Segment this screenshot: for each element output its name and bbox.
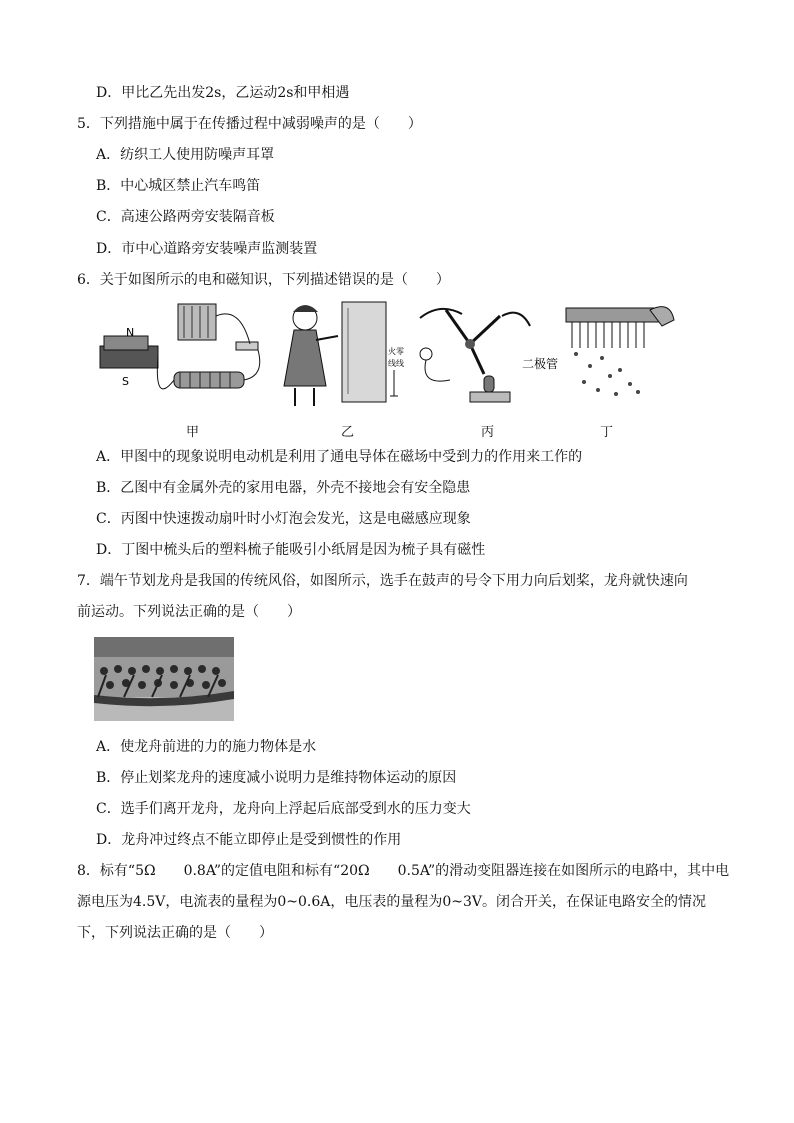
- q8-stem-line2: 源电压为4.5V，电流表的量程为0~0.6A，电压表的量程为0~3V。闭合开关，在保证电路安全的情况: [77, 894, 707, 910]
- figure-label-bing: 丙: [481, 425, 495, 440]
- q6-option-c: C．丙图中快速拨动扇叶时小灯泡会发光，这是电磁感应现象: [96, 511, 471, 527]
- figure-label-ding: 丁: [600, 425, 614, 440]
- q4-option-d: D．甲比乙先出发2s，乙运动2s和甲相遇: [96, 85, 350, 101]
- figure-label-yi: 乙: [341, 425, 355, 440]
- panel-jia-motor-apparatus: [100, 304, 260, 389]
- q5-option-d: D．市中心道路旁安装噪声监测装置: [96, 241, 318, 257]
- q7-option-d: D．龙舟冲过终点不能立即停止是受到惯性的作用: [96, 832, 402, 848]
- q7-stem-line1: 7．端午节划龙舟是我国的传统风俗，如图所示，选手在鼓声的号令下用力向后划桨，龙舟就快速向: [77, 573, 688, 589]
- panel-bing-fan-generator: [420, 309, 558, 402]
- q6-figure: [90, 296, 690, 414]
- magnet-s-label: S: [122, 375, 129, 388]
- q6-option-b: B．乙图中有金属外壳的家用电器，外壳不接地会有安全隐患: [96, 480, 471, 496]
- figure-label-jia: 甲: [186, 425, 200, 440]
- q7-option-b: B．停止划桨龙舟的速度减小说明力是维持物体运动的原因: [96, 770, 457, 786]
- q8-stem-line1: 8．标有“5Ω 0.8A”的定值电阻和标有“20Ω 0.5A”的滑动变阻器连接在如图所示的电路中，其中电: [77, 863, 730, 879]
- q7-stem-line2: 前运动。下列说法正确的是（ ）: [77, 604, 301, 620]
- q5-stem: 5．下列措施中属于在传播过程中减弱噪声的是（ ）: [77, 116, 422, 132]
- wire-label: 线线: [388, 359, 404, 368]
- q6-option-a: A．甲图中的现象说明电动机是利用了通电导体在磁场中受到力的作用来工作的: [96, 449, 583, 465]
- panel-yi-appliance: [284, 302, 404, 406]
- q5-option-c: C．高速公路两旁安装隔音板: [96, 209, 275, 225]
- q6-option-d: D．丁图中梳头后的塑料梳子能吸引小纸屑是因为梳子具有磁性: [96, 542, 486, 558]
- q8-stem-line3: 下，下列说法正确的是（ ）: [77, 925, 273, 941]
- magnet-n-label: N: [126, 326, 135, 339]
- q5-option-b: B．中心城区禁止汽车鸣笛: [96, 178, 261, 194]
- live-wire-label: 火: [388, 347, 396, 356]
- dragon-boat-photo: [94, 637, 234, 721]
- q7-option-c: C．选手们离开龙舟，龙舟向上浮起后底部受到水的压力变大: [96, 801, 471, 817]
- panel-ding-comb: [566, 307, 674, 396]
- q7-option-a: A．使龙舟前进的力的施力物体是水: [96, 739, 317, 755]
- q5-option-a: A．纺织工人使用防噪声耳罩: [96, 147, 275, 163]
- q6-stem: 6．关于如图所示的电和磁知识，下列描述错误的是（ ）: [77, 272, 450, 288]
- neutral-wire-label: 零: [396, 347, 404, 356]
- diode-label: 二极管: [522, 357, 559, 371]
